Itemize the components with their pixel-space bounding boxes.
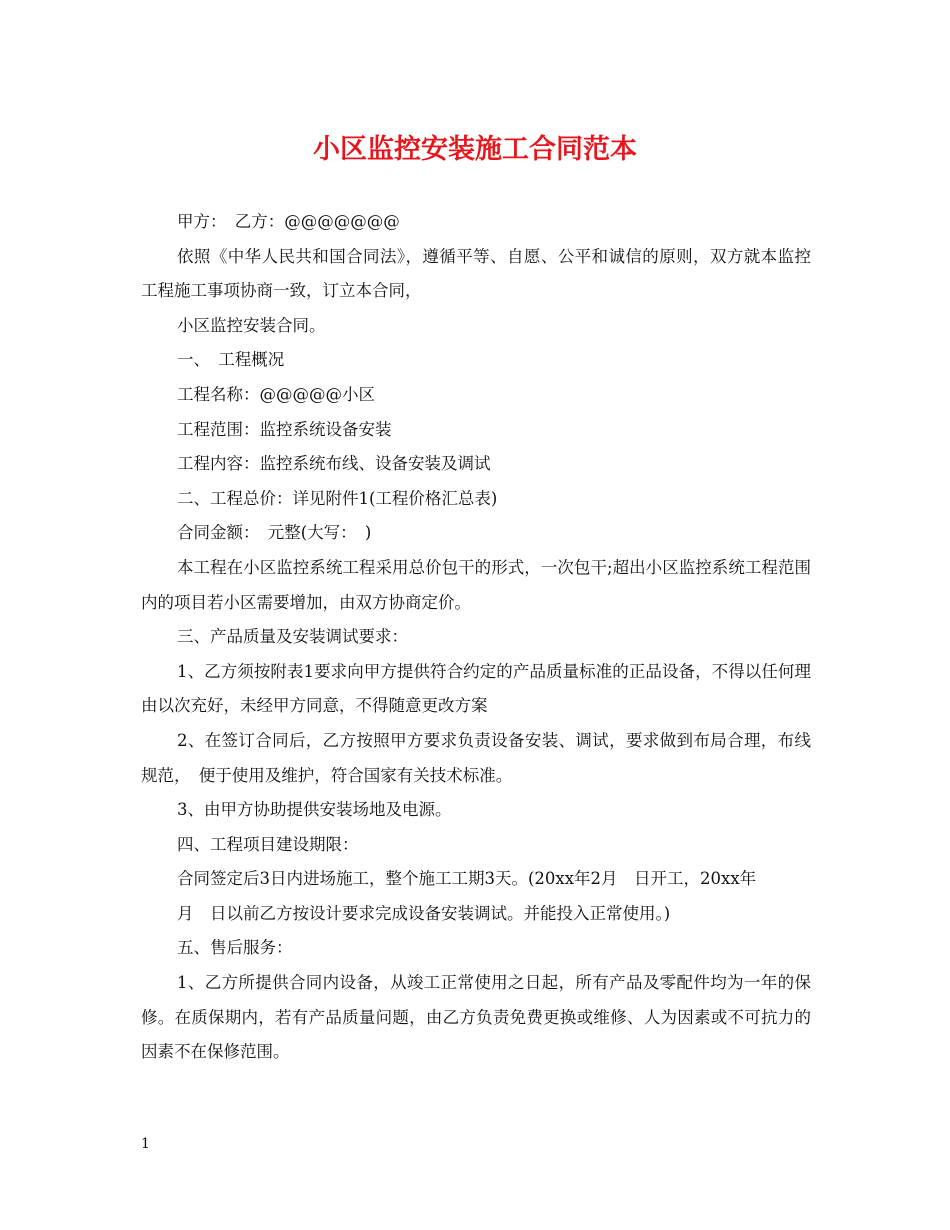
project-name-line: 工程名称：@@@@@小区 (177, 384, 375, 404)
quality-clause-3: 3、由甲方协助提供安装场地及电源。 (177, 800, 452, 820)
project-scope-line: 工程范围：监控系统设备安装 (177, 419, 392, 439)
page-number: 1 (141, 1136, 150, 1152)
pricing-paragraph: 本工程在小区监控系统工程采用总价包干的形式，一次包干;超出小区监控系统工程范围内的项目若小区需要增加，由双方协商定价。 (141, 557, 811, 612)
project-content-line: 工程内容：监控系统布线、设备安装及调试 (177, 454, 491, 474)
section-heading-2: 二、工程总价：详见附件1(工程价格汇总表) (177, 488, 498, 508)
warranty-clause-1: 1、乙方所提供合同内设备，从竣工正常使用之日起，所有产品及零配件均为一年的保修。在质保期内，若有产品质量问题，由乙方负责免费更换或维修、人为因素或不可抗力的因素不在保修范围。 (141, 973, 811, 1062)
schedule-paragraph: 合同签定后3日内进场施工，整个施工工期3天。(20xx年2月 日开工，20xx年 (177, 869, 757, 889)
quality-clause-2: 2、在签订合同后，乙方按照甲方要求负责设备安装、调试，要求做到布局合理，布线规范， 便于使用及维护，符合国家有关技术标准。 (141, 730, 811, 785)
section-heading-5: 五、售后服务： (177, 938, 293, 958)
section-heading-3: 三、产品质量及安装调试要求： (177, 627, 408, 647)
contract-name-line: 小区监控安装合同。 (177, 315, 326, 335)
document-body (141, 205, 811, 1070)
party-line: 甲方： 乙方：@@@@@@@ (177, 212, 400, 231)
document-title: 小区监控安装施工合同范本 (313, 134, 637, 165)
contract-amount-line: 合同金额： 元整(大写： ) (177, 523, 372, 543)
quality-clause-1: 1、乙方须按附表1要求向甲方提供符合约定的产品质量标准的正品设备，不得以任何理由以次充好，未经甲方同意，不得随意更改方案 (141, 661, 811, 716)
schedule-continuation: 月 日以前乙方按设计要求完成设备安装调试。并能投入正常使用。) (177, 903, 671, 923)
section-heading-1: 一、 工程概况 (177, 350, 285, 370)
section-heading-4: 四、工程项目建设期限： (177, 834, 359, 854)
preamble-paragraph: 依照《中华人民共和国合同法》，遵循平等、自愿、公平和诚信的原则，双方就本监控工程施工事项协商一致，订立本合同， (141, 246, 811, 301)
